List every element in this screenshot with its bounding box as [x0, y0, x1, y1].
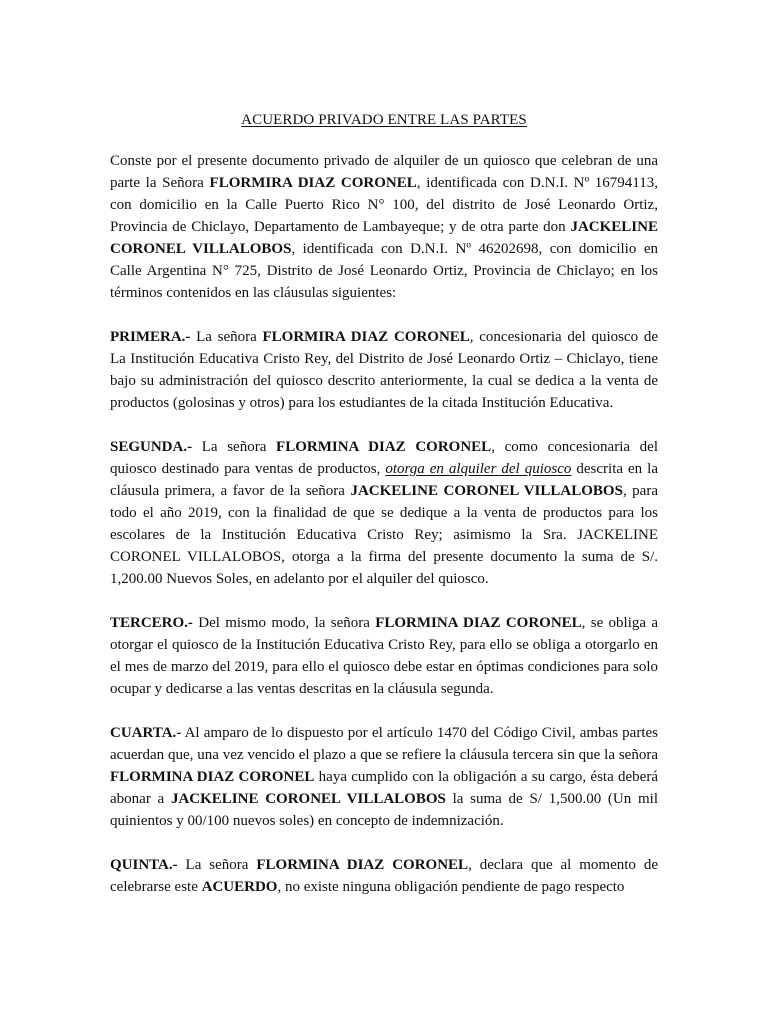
text-run: , no existe ninguna obligación pendiente de pago respecto — [277, 879, 625, 895]
clause-cuarta — [110, 722, 658, 832]
text-run: , como concesionaria del quiosco destinado para ventas de productos, — [110, 439, 659, 477]
bold-text: FLORMINA DIAZ CORONEL — [375, 615, 582, 631]
clause-preamble — [110, 150, 658, 304]
bold-text: JACKELINE CORONEL VILLALOBOS — [170, 791, 446, 807]
text-run: , para todo el año 2019, con la finalidad de que se dedique a la venta de productos para los escolares de la Institución Educativa Cristo Rey; asimismo la Sra. JACKELINE CORONEL VILLALOBOS, otorga a la firma del presente documento la suma de S/. 1,200.00 Nuevos Soles, en adelanto por el alquiler del quiosco. — [110, 483, 658, 587]
clause-quinta — [110, 854, 658, 898]
bold-text: CUARTA.- — [110, 725, 182, 741]
bold-text: QUINTA.- — [110, 857, 178, 873]
bold-text: JACKELINE CORONEL VILLALOBOS — [350, 483, 623, 499]
clause-primera — [110, 326, 658, 414]
text-run: , identificada con D.N.I. Nº 16794113, con domicilio en la Calle Puerto Rico N° 100, del distrito de José Leonardo Ortiz, Provincia de Chiclayo, Departamento de Lambayeque; y de otra parte don — [110, 175, 658, 235]
text-run: La señora — [190, 329, 263, 345]
text-run: la suma de S/ 1,500.00 (Un mil quinientos y 00/100 nuevos soles) en concepto de indemnización. — [110, 791, 658, 829]
text-run: descrita en la cláusula primera, a favor de la señora — [110, 461, 658, 499]
bold-text: JACKELINE CORONEL VILLALOBOS — [110, 219, 658, 257]
text-run: haya cumplido con la obligación a su cargo, ésta deberá abonar a — [110, 769, 658, 807]
text-run: Conste por el presente documento privado de alquiler de un quiosco que celebran de una parte la Señora — [110, 153, 658, 191]
bold-text: PRIMERA.- — [110, 329, 191, 345]
text-run: Al amparo de lo dispuesto por el artículo 1470 del Código Civil, ambas partes acuerdan que, una vez vencido el plazo a que se refiere la cláusula tercera sin que la señora — [110, 725, 658, 763]
bold-text: TERCERO.- — [110, 615, 193, 631]
bold-text: FLORMIRA DIAZ CORONEL — [209, 175, 417, 191]
clause-tercero — [110, 612, 658, 700]
bold-text: FLORMINA DIAZ CORONEL — [256, 857, 469, 873]
clause-segunda — [110, 436, 658, 590]
document-title: ACUERDO PRIVADO ENTRE LAS PARTES — [241, 112, 527, 128]
underlined-italic-text: otorga en alquiler del quiosco — [385, 461, 572, 477]
bold-text: SEGUNDA.- — [110, 439, 193, 455]
text-run: , identificada con D.N.I. Nº 46202698, con domicilio en Calle Argentina N° 725, Distrito de José Leonardo Ortiz, Provincia de Chiclayo; en los términos contenidos en las cláusulas siguientes: — [110, 241, 658, 301]
text-run: , se obliga a otorgar el quiosco de la Institución Educativa Cristo Rey, para ello se obliga a otorgarlo en el mes de marzo del 2019, para ello el quiosco debe estar en óptimas condiciones para solo ocupar y dedicarse a las ventas descritas en la cláusula segunda. — [110, 615, 658, 697]
text-run: La señora — [192, 439, 277, 455]
bold-text: FLORMINA DIAZ CORONEL — [110, 769, 315, 785]
bold-text: FLORMIRA DIAZ CORONEL — [262, 329, 470, 345]
document-body — [110, 150, 658, 920]
text-run: Del mismo modo, la señora — [192, 615, 376, 631]
bold-text: ACUERDO — [201, 879, 278, 895]
text-run: La señora — [177, 857, 257, 873]
text-run: , declara que al momento de celebrarse este — [110, 857, 658, 895]
bold-text: FLORMINA DIAZ CORONEL — [276, 439, 492, 455]
text-run: , concesionaria del quiosco de La Institución Educativa Cristo Rey, del Distrito de José Leonardo Ortiz – Chiclayo, tiene bajo su administración del quiosco descrito anteriormente, la cual se dedica a la venta de productos (golosinas y otros) para los estudiantes de la citada Institución Educativa. — [110, 329, 658, 411]
